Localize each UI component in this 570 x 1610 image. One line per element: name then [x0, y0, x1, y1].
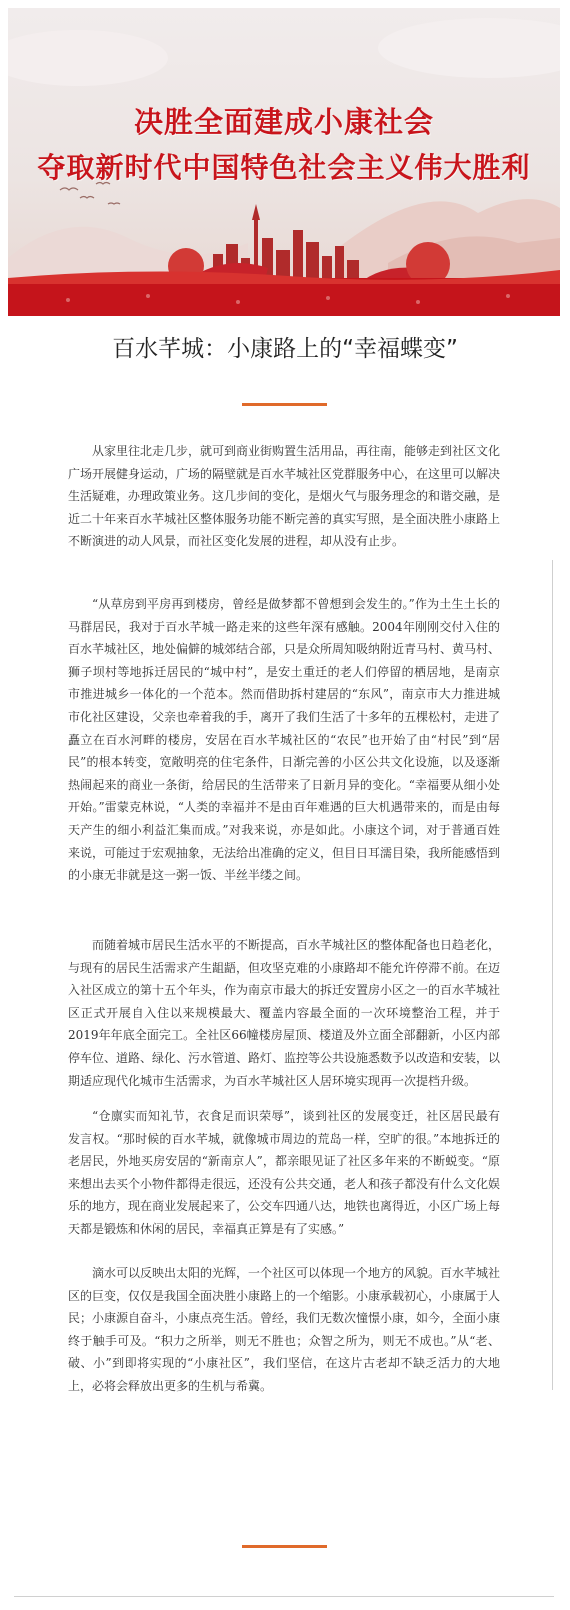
banner-title-line1: 决胜全面建成小康社会 — [133, 105, 434, 139]
accent-divider — [242, 403, 327, 406]
cloud-shape — [378, 18, 560, 78]
article-paragraph: 而随着城市居民生活水平的不断提高，百水芊城社区的整体配备也日趋老化，与现有的居民生活需求产生龃龉，但攻坚克难的小康路却不能允许停滞不前。在迈入社区成立的第十五个年头，作为南京市最大的拆迁安置房小区之一的百水芊城社区正式开展自入住以来规模最大、覆盖内容最全面的一次环境整治工程，并于2019年年底全面完工。全社区66幢楼房屋顶、楼道及外立面全部翻新，小区内部停车位、道路、绿化、污水管道、路灯、监控等公共设施悉数予以改造和安装，以期适应现代化城市生活需求，为百水芊城社区人居环境实现再一次提档升级。 — [68, 938, 501, 1088]
accent-divider-bottom — [242, 1545, 327, 1548]
footer-rule — [14, 1596, 554, 1597]
article-paragraph: 从家里往北走几步，就可到商业街购置生活用品，再往南，能够走到社区文化广场开展健身运动，广场的隔壁就是百水芊城社区党群服务中心，在这里可以解决生活疑难，办理政策业务。这几步间的变化，是烟火气与服务理念的和谐交融，是近二十年来百水芊城社区整体服务功能不断完善的真实写照，是全面决胜小康路上不断演进的动人风景，而社区变化发展的进程，却从没有止步。 — [68, 444, 501, 549]
article-paragraph: “仓廪实而知礼节，衣食足而识荣辱”，谈到社区的发展变迁，社区居民最有发言权。“那时候的百水芊城，就像城市周边的荒岛一样，空旷的很。”本地拆迁的老居民，外地买房安居的“新南京人”，都亲眼见证了社区多年来的不断蜕变。“原来想出去买个小物件都得走很远，还没有公共交通，老人和孩子都没有什么文化娱乐的地方，现在商业发展起来了，公交车四通八达，地铁也离得近，小区广场上每天都是锻炼和休闲的居民，幸福真正算是有了实感。” — [68, 1109, 501, 1236]
article-paragraph: 滴水可以反映出太阳的光辉，一个社区可以体现一个地方的风貌。百水芊城社区的巨变，仅仅是我国全面决胜小康路上的一个缩影。小康承载初心，小康属于人民；小康源自奋斗，小康点亮生活。曾经，我们无数次憧憬小康，如今，全面小康终于触手可及。“积力之所举，则无不胜也；众智之所为，则无不成也。”从“老、破、小”到即将实现的“小康社区”，我们坚信，在这片古老却不缺乏活力的大地上，必将会释放出更多的生机与希冀。 — [68, 1266, 501, 1393]
side-rule — [552, 560, 553, 1390]
article-paragraph: “从草房到平房再到楼房，曾经是做梦都不曾想到会发生的。”作为土生土长的马群居民，我对于百水芊城一路走来的这些年深有感触。2004年刚刚交付入住的百水芊城社区，地处偏僻的城郊结合部，只是众所周知吸纳附近青马村、黄马村、狮子坝村等地拆迁居民的“城中村”，是安土重迁的老人们停留的栖居地，是南京市推进城乡一体化的一个范本。然而借助拆村建居的“东风”，南京市大力推进城市化社区建设，父亲也牵着我的手，离开了我们生活了十多年的五棵松村，走进了矗立在百水河畔的楼房，安居在百水芊城社区的“农民”也开始了由“村民”到“居民”的根本转变，宽敞明亮的住宅条件，日渐完善的小区公共文化设施，以及逐渐热闹起来的商业一条街，给居民的生活带来了日新月异的变化。“幸福要从细小处开始。”雷蒙克林说，“人类的幸福并不是由百年难遇的巨大机遇带来的，而是由每天产生的细小利益汇集而成。”对我来说，亦是如此。小康这个词，对于普通百姓来说，可能过于宏观抽象，无法给出准确的定义，但目日耳濡目染，我所能感悟到的小康无非就是这一粥一饭、半丝半缕之间。 — [68, 597, 501, 883]
cloud-shape — [8, 30, 168, 86]
article-headline: 百水芊城：小康路上的“幸福蝶变” — [112, 336, 458, 362]
header-banner — [8, 8, 560, 316]
banner-title-line2: 夺取新时代中国特色社会主义伟大胜利 — [37, 151, 531, 184]
